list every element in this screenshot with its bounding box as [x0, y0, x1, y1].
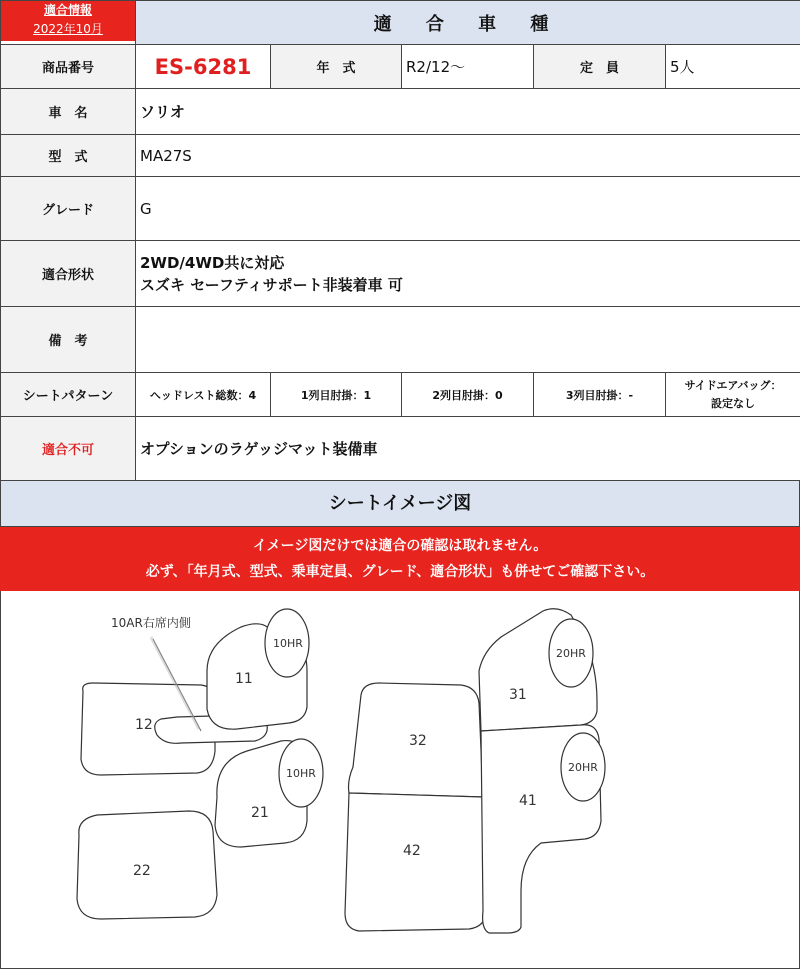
fit-info-label: 適合情報 — [1, 1, 135, 19]
year-label: 年 式 — [271, 45, 402, 89]
not-fit-value: オプションのラゲッジマット装備車 — [136, 417, 800, 481]
vehicle-name-value: ソリオ — [136, 89, 800, 135]
remarks-row — [1, 307, 800, 373]
fit-shape-value — [136, 241, 800, 307]
not-fit-row — [1, 417, 800, 481]
remarks-value — [136, 307, 800, 373]
label-hr-2: 10HR — [286, 767, 316, 780]
label-11: 11 — [235, 671, 253, 687]
seat-diagram — [0, 591, 800, 969]
warning-line2: 必ず、「年月式、型式、乗車定員、グレード、適合形状」も併せてご確認下さい。 — [145, 564, 655, 580]
label-hr-1: 10HR — [273, 637, 303, 650]
grade-label: グレード — [1, 177, 136, 241]
label-31: 31 — [509, 687, 527, 703]
row2-armrest: 2列目肘掛：0 — [402, 373, 534, 417]
label-21: 21 — [251, 805, 269, 821]
side-airbag-line2: 設定なし — [711, 396, 756, 410]
headrest-count: ヘッドレスト総数：4 — [136, 373, 271, 417]
vehicle-name-label: 車 名 — [1, 89, 136, 135]
spec-table — [0, 0, 800, 481]
capacity-label: 定 員 — [534, 45, 666, 89]
label-42: 42 — [403, 843, 421, 859]
fit-info-badge — [1, 1, 136, 45]
side-airbag-line1: サイドエアバッグ： — [684, 378, 782, 392]
fit-shape-line2: スズキ セーフティサポート非装着車 可 — [140, 275, 403, 294]
product-code-value: ES-6281 — [136, 45, 271, 89]
seat-pattern-label: シートパターン — [1, 373, 136, 417]
callout-label: 10AR右席内側 — [111, 616, 191, 630]
year-value: R2/12〜 — [402, 45, 534, 89]
model-value: MA27S — [136, 135, 800, 177]
row1-armrest: 1列目肘掛：1 — [271, 373, 402, 417]
fit-shape-row — [1, 241, 800, 307]
seat-image-title: シートイメージ図 — [0, 481, 800, 527]
title-row — [1, 1, 800, 45]
label-22: 22 — [133, 863, 151, 879]
grade-value: G — [136, 177, 800, 241]
fit-shape-line1: 2WD/4WD共に対応 — [140, 253, 285, 272]
row3-armrest: 3列目肘掛：- — [534, 373, 666, 417]
fit-shape-label: 適合形状 — [1, 241, 136, 307]
model-label: 型 式 — [1, 135, 136, 177]
label-41: 41 — [519, 793, 537, 809]
page-title: 適 合 車 種 — [136, 1, 800, 45]
product-code-label: 商品番号 — [1, 45, 136, 89]
vehicle-name-row — [1, 89, 800, 135]
side-airbag — [666, 373, 800, 417]
model-row — [1, 135, 800, 177]
remarks-label: 備 考 — [1, 307, 136, 373]
seat-pattern-row — [1, 373, 800, 417]
seat-part-42 — [345, 793, 487, 931]
seat-diagram-svg — [1, 591, 799, 967]
warning-banner — [0, 527, 800, 591]
grade-row — [1, 177, 800, 241]
warning-line1: イメージ図だけでは適合の確認は取れません。 — [252, 538, 548, 554]
capacity-value: 5人 — [666, 45, 800, 89]
fit-info-date: 2022年10月 — [1, 19, 135, 41]
label-hr-3: 20HR — [556, 647, 586, 660]
product-row — [1, 45, 800, 89]
label-12: 12 — [135, 717, 153, 733]
label-32: 32 — [409, 733, 427, 749]
not-fit-label: 適合不可 — [1, 417, 136, 481]
label-hr-4: 20HR — [568, 761, 598, 774]
